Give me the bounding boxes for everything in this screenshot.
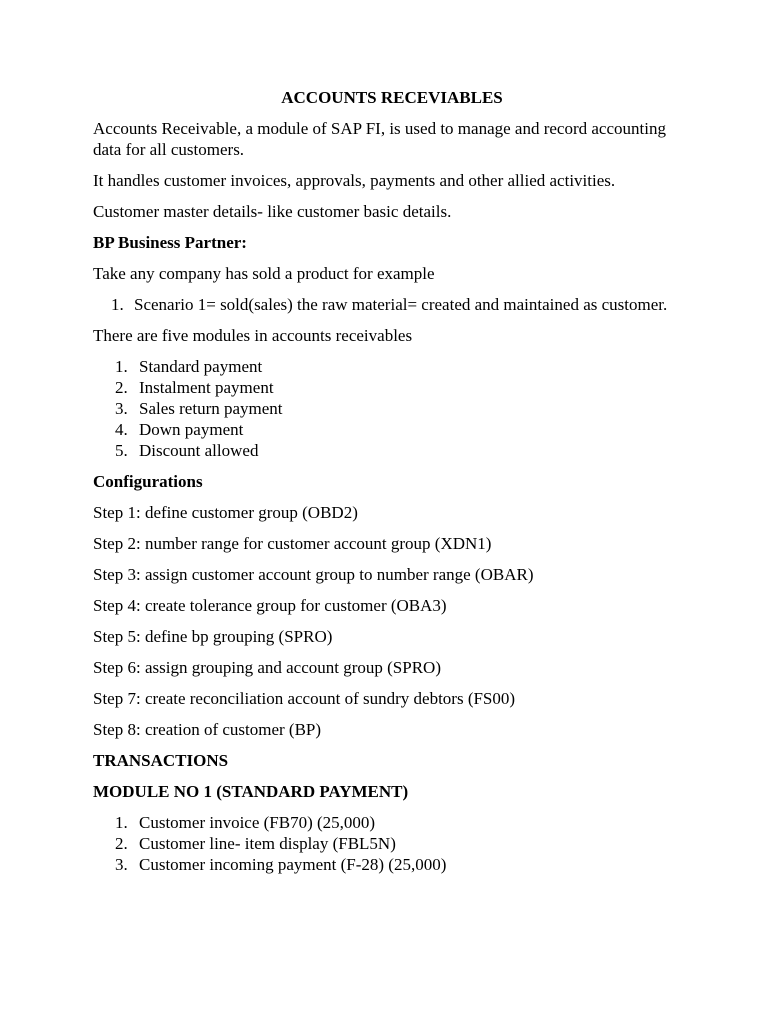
module1-list [93, 812, 683, 875]
page-title: ACCOUNTS RECEVIABLES [281, 88, 503, 107]
scenario-list [93, 294, 683, 315]
list-number: 5. [115, 441, 128, 460]
list-item [93, 356, 683, 377]
list-text: Customer incoming payment (F-28) (25,000) [139, 855, 447, 874]
list-item [93, 398, 683, 419]
list-item [93, 440, 683, 461]
list-text: Discount allowed [139, 441, 259, 460]
list-number: 1. [115, 357, 128, 376]
example-paragraph: Take any company has sold a product for example [93, 264, 435, 283]
list-number: 1. [115, 813, 128, 832]
step-item: Step 6: assign grouping and account group (SPRO) [93, 658, 441, 677]
document-page [93, 87, 683, 885]
step-item: Step 8: creation of customer (BP) [93, 720, 322, 739]
bp-heading: BP Business Partner: [93, 233, 247, 252]
list-number: 3. [115, 855, 128, 874]
handles-paragraph: It handles customer invoices, approvals, payments and other allied activities. [93, 171, 616, 190]
step-item: Step 5: define bp grouping (SPRO) [93, 627, 333, 646]
modules-list [93, 356, 683, 461]
list-number: 1. [111, 295, 124, 314]
transactions-heading: TRANSACTIONS [93, 751, 229, 770]
configurations-heading: Configurations [93, 472, 203, 491]
list-number: 2. [115, 834, 128, 853]
list-number: 2. [115, 378, 128, 397]
list-text: Down payment [139, 420, 244, 439]
list-item [93, 812, 683, 833]
step-item: Step 2: number range for customer account group (XDN1) [93, 534, 492, 553]
list-number: 3. [115, 399, 128, 418]
list-text: Customer invoice (FB70) (25,000) [139, 813, 376, 832]
list-text: Standard payment [139, 357, 263, 376]
modules-intro: There are five modules in accounts receivables [93, 326, 413, 345]
list-text: Scenario 1= sold(sales) the raw material= created and maintained as customer. [134, 295, 668, 314]
intro-paragraph: Accounts Receivable, a module of SAP FI, is used to manage and record accounting data for all customers. [93, 119, 666, 159]
list-item [93, 294, 683, 315]
list-number: 4. [115, 420, 128, 439]
step-item: Step 7: create reconciliation account of sundry debtors (FS00) [93, 689, 516, 708]
master-paragraph: Customer master details- like customer basic details. [93, 202, 452, 221]
step-item: Step 3: assign customer account group to number range (OBAR) [93, 565, 534, 584]
step-item: Step 4: create tolerance group for customer (OBA3) [93, 596, 447, 615]
list-item [93, 854, 683, 875]
list-item [93, 833, 683, 854]
list-text: Instalment payment [139, 378, 274, 397]
list-text: Customer line- item display (FBL5N) [139, 834, 396, 853]
step-item: Step 1: define customer group (OBD2) [93, 503, 358, 522]
list-item [93, 419, 683, 440]
list-item [93, 377, 683, 398]
module1-heading: MODULE NO 1 (STANDARD PAYMENT) [93, 782, 409, 801]
list-text: Sales return payment [139, 399, 283, 418]
